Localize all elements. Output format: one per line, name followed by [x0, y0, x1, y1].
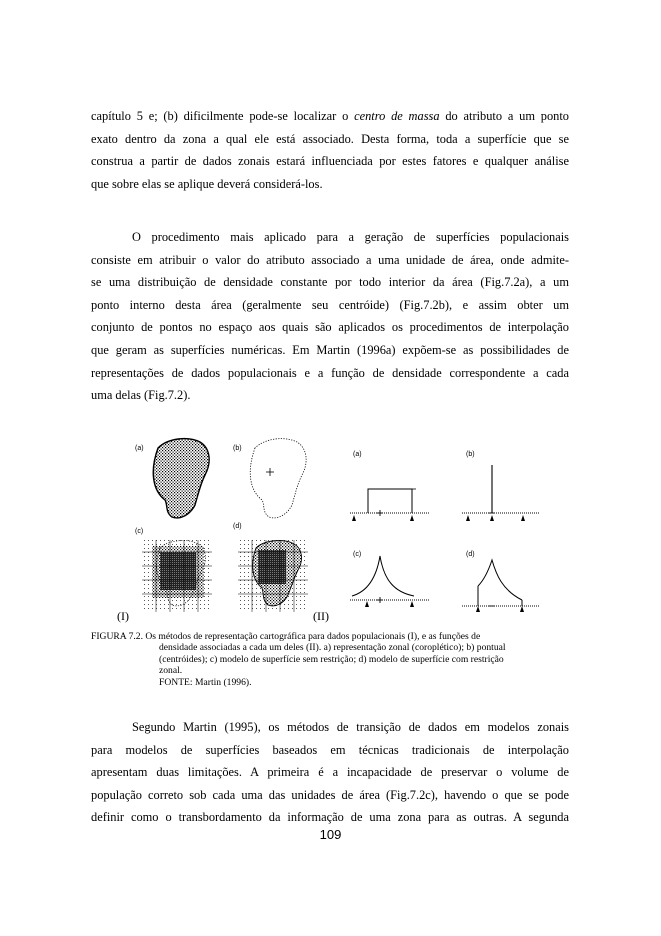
page-number: 109: [319, 827, 342, 842]
text-line: consiste em atribuir o valor do atributo associado a uma unidade de área, onde admite-: [91, 252, 569, 267]
paragraph-3: [91, 716, 569, 829]
panel-label: (c): [135, 528, 144, 535]
text-line: exato dentro da zona a qual ele está associado. Desta forma, toda a superfície que se: [91, 131, 569, 146]
text-line: que sobre elas se aplique deverá considerá-los.: [91, 176, 323, 191]
panel-ii-b: [462, 451, 540, 521]
caption-source: FONTE: Martin (1996).: [159, 676, 252, 688]
caption-line: FIGURA 7.2. Os métodos de representação cartográfica para dados populacionais (I), e as funções de: [91, 631, 481, 642]
text-line: para modelos de superfícies baseados em técnicas tradicionais de interpolação: [91, 742, 569, 757]
panel-i-a: [135, 439, 209, 518]
caption-line: (centróides); c) modelo de superfície sem restrição; d) modelo de superfície com restrição: [159, 653, 504, 665]
text-line: uma delas (Fig.7.2).: [91, 388, 191, 403]
figure-caption: [91, 631, 569, 688]
text-line: população correto sob cada uma das unidades de área (Fig.7.2c), havendo o que se pode: [91, 787, 569, 802]
panel-ii-a: [350, 451, 430, 521]
panel-label: (c): [353, 551, 362, 558]
panel-i-b: [233, 439, 306, 518]
panel-label: (d): [233, 523, 242, 530]
panel-label: (d): [466, 551, 475, 558]
text-line: O procedimento mais aplicado para a geração de superfícies populacionais: [132, 230, 569, 244]
group-label-i: (I): [117, 609, 129, 623]
caption-line: densidade associadas a cada um deles (II). a) representação zonal (coroplético); b) pontual: [159, 642, 506, 654]
panel-i-d: [233, 523, 308, 612]
text-line: representações de dados populacionais e a função de densidade correspondente a cada: [91, 365, 569, 380]
panel-ii-c: [350, 551, 430, 607]
text-line: apresentam duas limitações. A primeira é a incapacidade de preservar o volume de: [91, 765, 569, 780]
text-line: Segundo Martin (1995), os métodos de transição de dados em modelos zonais: [132, 720, 569, 734]
text-line: definir como o transbordamento da informação de uma zona para as outras. A segunda: [91, 810, 569, 825]
emphasis: centro de massa: [354, 109, 440, 123]
panel-label: (b): [233, 445, 242, 452]
panel-ii-d: [462, 551, 540, 612]
text-line: conjunto de pontos no espaço aos quais são aplicados os procedimentos de interpolação: [91, 320, 569, 335]
text-line: capítulo 5 e; (b) dificilmente pode-se localizar o centro de massa do atributo a um ponto: [91, 109, 569, 123]
text-line: que geram as superfícies numéricas. Em Martin (1996a) expõem-se as possibilidades de: [91, 342, 569, 357]
text-line: ponto interno desta área (geralmente seu centróide) (Fig.7.2b), e assim obter um: [91, 297, 569, 312]
caption-line: zonal.: [159, 665, 183, 677]
panel-label: (b): [466, 451, 475, 458]
panel-label: (a): [353, 451, 362, 458]
text-line: construa a partir de dados zonais estará influenciada por estes fatores e qualquer análise: [91, 154, 569, 169]
panel-i-c: [135, 528, 212, 612]
group-label-ii: (II): [313, 609, 329, 623]
panel-label: (a): [135, 445, 144, 452]
text-line: se uma distribuição de densidade constante por todo interior da área (Fig.7.2a), a um: [91, 275, 569, 290]
